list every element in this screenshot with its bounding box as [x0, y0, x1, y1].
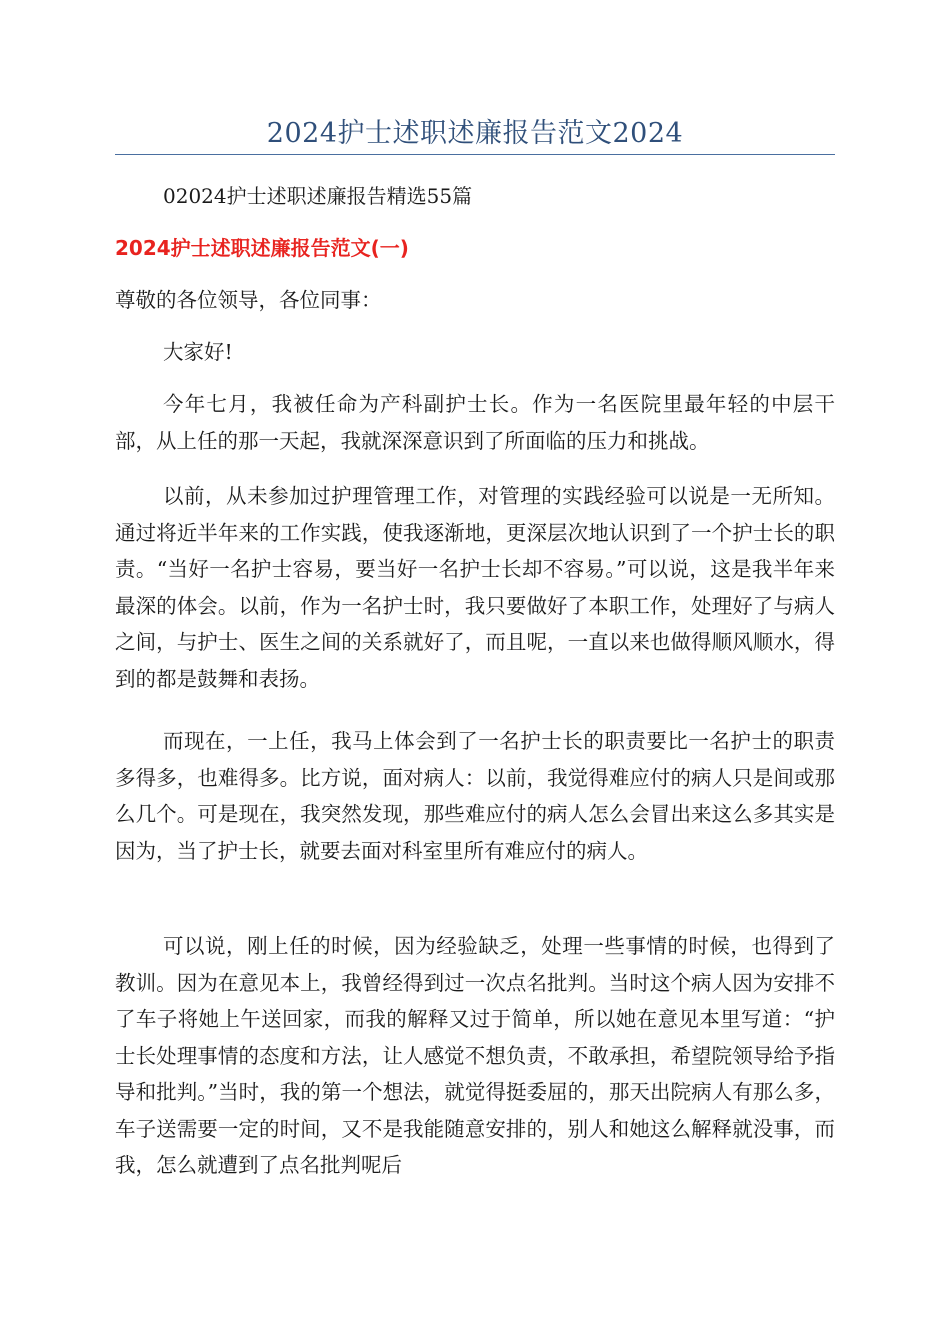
- title-underline: [115, 154, 835, 155]
- paragraph-2: 以前，从未参加过护理管理工作，对管理的实践经验可以说是一无所知。通过将近半年来的工作实践，使我逐渐地，更深层次地认识到了一个护士长的职责。“当好一名护士容易，要当好一名护士长却不容易。”可以说，这是我半年来最深的体会。以前，作为一名护士时，我只要做好了本职工作，处理好了与病人之间，与护士、医生之间的关系就好了，而且呢，一直以来也做得顺风顺水，得到的都是鼓舞和表扬。: [115, 484, 835, 691]
- paragraph-3: 而现在，一上任，我马上体会到了一名护士长的职责要比一名护士的职责多得多，也难得多。比方说，面对病人：以前，我觉得难应付的病人只是间或那么几个。可是现在，我突然发现，那些难应付的病人怎么会冒出来这么多其实是因为，当了护士长，就要去面对科室里所有难应付的病人。: [115, 729, 835, 863]
- section-heading: 2024护士述职述廉报告范文(一): [115, 236, 409, 260]
- paragraph-1: 今年七月，我被任命为产科副护士长。作为一名医院里最年轻的中层干部，从上任的那一天起，我就深深意识到了所面临的压力和挑战。: [115, 392, 835, 453]
- salutation: 尊敬的各位领导，各位同事：: [115, 288, 382, 312]
- greeting: 大家好!: [163, 340, 233, 364]
- document-title: 2024护士述职述廉报告范文2024: [266, 118, 684, 149]
- paragraph-4: 可以说，刚上任的时候，因为经验缺乏，处理一些事情的时候，也得到了教训。因为在意见本上，我曾经得到过一次点名批判。当时这个病人因为安排不了车子将她上午送回家，而我的解释又过于简单，所以她在意见本里写道：“护士长处理事情的态度和方法，让人感觉不想负责，不敢承担，希望院领导给予指导和批判。”当时，我的第一个想法，就觉得挺委屈的，那天出院病人有那么多，车子送需要一定的时间，又不是我能随意安排的，别人和她这么解释就没事，而我，怎么就遭到了点名批判呢后: [115, 934, 835, 1177]
- document-subtitle: 02024护士述职述廉报告精选55篇: [163, 184, 473, 208]
